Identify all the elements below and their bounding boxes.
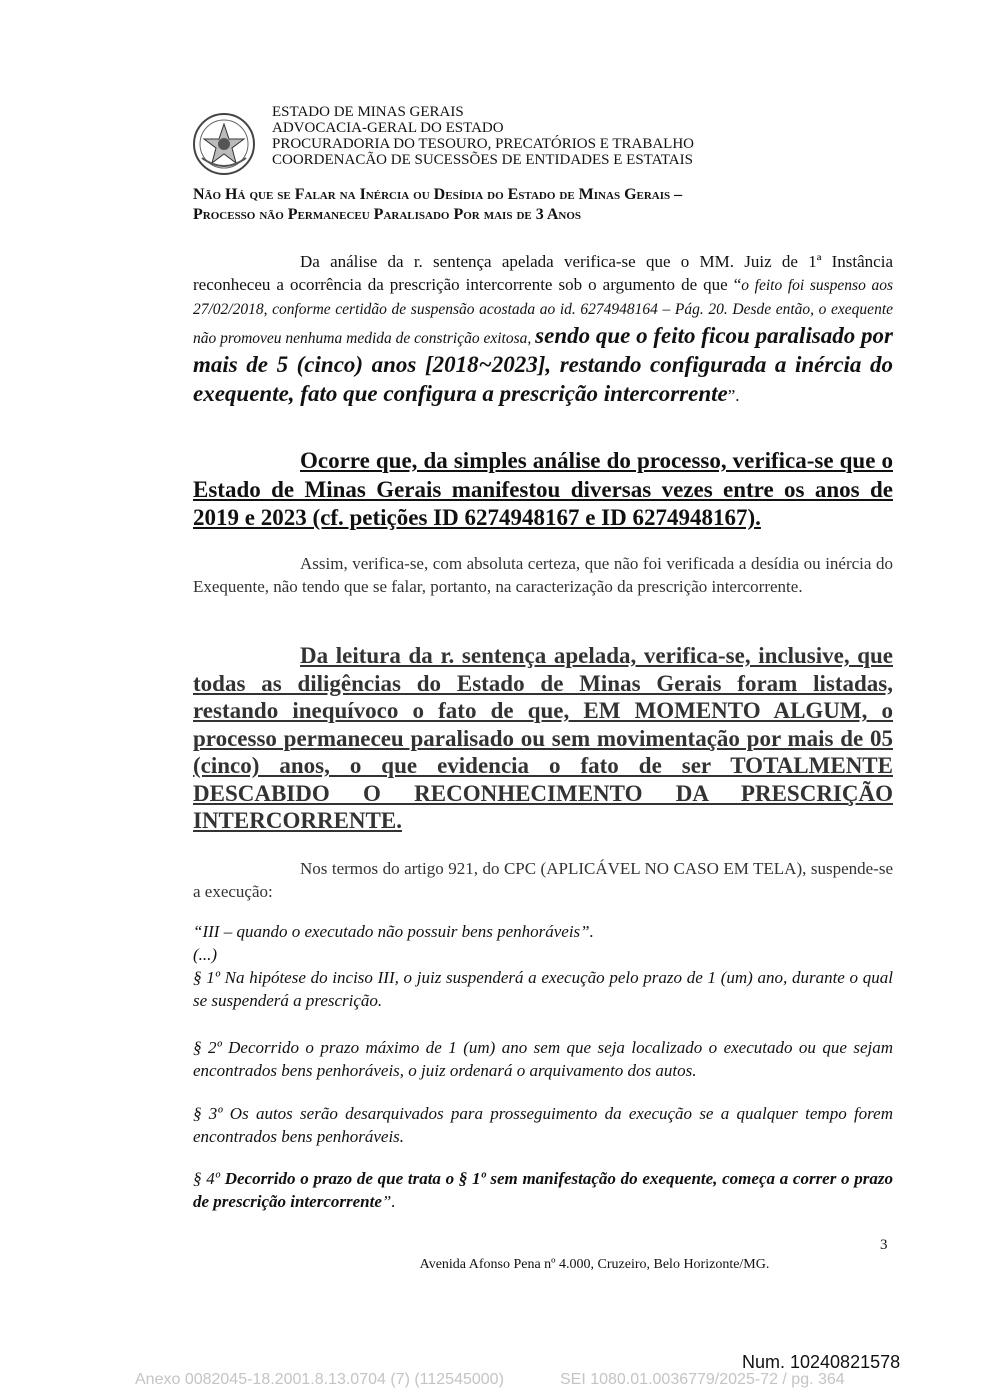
q6-bold: Decorrido o prazo de que trata o § 1º sem manifestação do exequente, começa a correr o prazo de prescrição intercorrente <box>193 1169 893 1211</box>
p1-end: ”. <box>727 386 740 405</box>
quote-paragraph-2: § 2º Decorrido o prazo máximo de 1 (um) ano sem que seja localizado o executado ou que sejam encontrados bens penhoráveis, o juiz ordenará o arquivamento dos autos. <box>193 1038 893 1080</box>
page-number: 3 <box>880 1237 888 1253</box>
section-title <box>193 185 893 225</box>
paragraph-state-manifestations <box>193 447 893 533</box>
header-line-state: ESTADO DE MINAS GERAIS <box>272 104 464 120</box>
quote-inciso-iii: “III – quando o executado não possuir bens penhoráveis”. <box>193 922 594 941</box>
header-line-agency: ADVOCACIA-GERAL DO ESTADO <box>272 120 504 136</box>
quote-paragraph-4 <box>193 1167 893 1213</box>
header-lines <box>272 104 694 168</box>
p1-text: Da análise da r. sentença apelada verifica-se que o MM. Juiz de 1ª Instância reconheceu a ocorrência da prescrição intercorrente sob o argumento de que “ <box>193 252 893 294</box>
header-line-procuradoria: PROCURADORIA DO TESOURO, PRECATÓRIOS E TRABALHO <box>272 136 694 152</box>
document-header <box>192 104 912 174</box>
p4-text: Da leitura da r. sentença apelada, verifica-se, inclusive, que todas as diligências do Estado de Minas Gerais foram listadas, restando inequívoco o fato de que, EM MOMENTO ALGUM, o processo permaneceu paralisado ou sem movimentação por mais de 05 (cinco) anos, o que evidencia o fato de ser TOTALMENTE DESCABIDO O RECONHECIMENTO DA PRESCRIÇÃO INTERCORRENTE. <box>193 643 893 833</box>
section-title-line2: Processo não Permaneceu Paralisado Por mais de 3 Anos <box>193 206 582 223</box>
q6-prefix: § 4º <box>193 1169 225 1188</box>
quote-paragraph-1: § 1º Na hipótese do inciso III, o juiz suspenderá a execução pelo prazo de 1 (um) ano, durante o qual se suspenderá a prescrição. <box>193 968 893 1010</box>
p1-bold-quote: sendo que o feito ficou paralisado por mais de 5 (cinco) anos [2018~2023], restando configurada a inércia do exequente, fato que configura a prescrição intercorrente <box>193 323 893 406</box>
p2-text: Ocorre que, da simples análise do processo, verifica-se que o Estado de Minas Gerais manifestou diversas vezes entre os anos de 2019 e 2023 (cf. petições ID 6274948167 e ID 6274948167). <box>193 448 893 530</box>
state-seal-icon <box>192 112 256 176</box>
paragraph-sentence-analysis <box>193 250 893 408</box>
paragraph-article-921 <box>193 857 893 903</box>
footer-address: Avenida Afonso Pena nº 4.000, Cruzeiro, Belo Horizonte/MG. <box>419 1257 770 1272</box>
stamp-sei: SEI 1080.01.0036779/2025-72 / pg. 364 <box>560 1371 845 1388</box>
header-line-coordenacao: COORDENACÃO DE SUCESSÕES DE ENTIDADES E ESTATAIS <box>272 152 693 168</box>
p3-text: Assim, verifica-se, com absoluta certeza, que não foi verificada a desídia ou inércia do Exequente, não tendo que se falar, portanto, na caracterização da prescrição intercorrente. <box>193 554 893 596</box>
paragraph-no-inertia <box>193 552 893 598</box>
p1-italic-quote: o feito foi suspenso aos 27/02/2018, conforme certidão de suspensão acostada ao id. 6274948164 – Pág. 20. Desde então, o exequente não promoveu nenhuma medida de constrição exitosa, <box>193 277 893 347</box>
stamp-annex: Anexo 0082045-18.2001.8.13.0704 (7) (112545000) <box>135 1371 504 1388</box>
quote-paragraph-3: § 3º Os autos serão desarquivados para prosseguimento da execução se a qualquer tempo forem encontrados bens penhoráveis. <box>193 1104 893 1146</box>
q6-end: ”. <box>381 1192 396 1211</box>
document-number: Num. 10240821578 <box>742 1352 901 1372</box>
quote-ellipsis: (...) <box>193 945 218 964</box>
paragraph-diligences-listed <box>193 642 893 835</box>
p5-text: Nos termos do artigo 921, do CPC (APLICÁVEL NO CASO EM TELA), suspende-se a execução: <box>193 859 893 901</box>
section-title-line1: Não Há que se Falar na Inércia ou Desídia do Estado de Minas Gerais – <box>193 186 683 203</box>
